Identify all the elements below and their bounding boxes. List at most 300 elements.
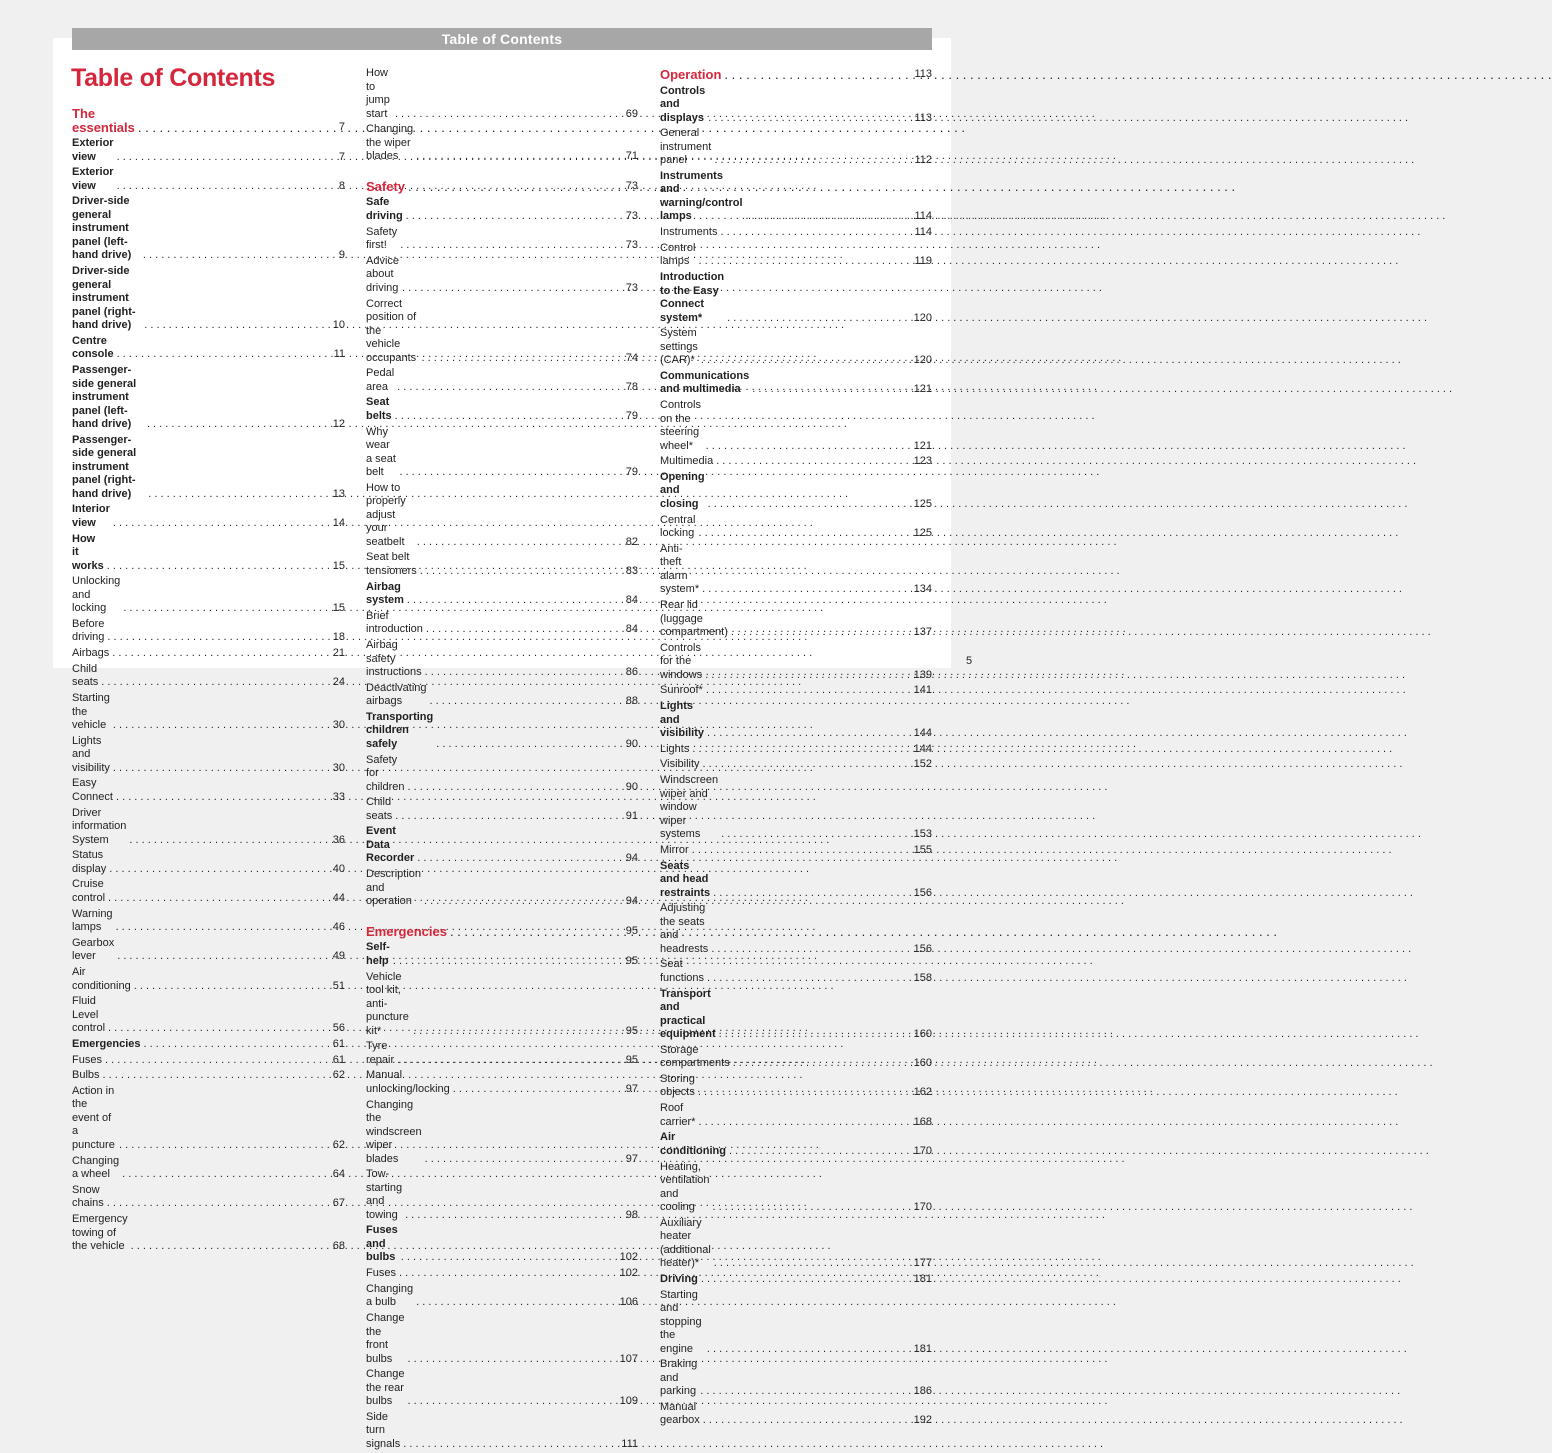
toc-entry-page: 139 (913, 668, 932, 681)
toc-entry-label: Seat belts (366, 396, 392, 422)
dot-leader (698, 527, 901, 541)
toc-entry-label: Auxiliary heater (additional heater)* (660, 1216, 711, 1270)
toc-entry[interactable] (72, 877, 345, 906)
toc-entry-label: Child seats (366, 796, 393, 822)
dot-leader (707, 972, 901, 986)
dot-leader (105, 1054, 314, 1068)
toc-entry-label: Adjusting the seats and headrests (660, 902, 709, 955)
toc-entry[interactable] (660, 84, 932, 127)
toc-entry-page: 98 (625, 1208, 638, 1221)
toc-entry[interactable] (366, 638, 638, 681)
toc-entry[interactable] (366, 580, 638, 609)
toc-entry[interactable] (366, 550, 638, 579)
toc-entry-label: Passenger-side general instrument panel (left-hand drive) (72, 364, 137, 431)
toc-entry[interactable] (366, 710, 638, 753)
toc-entry-page: 79 (625, 466, 638, 479)
toc-entry-label: Sunroof* (660, 684, 703, 697)
toc-entry[interactable] (660, 1400, 932, 1429)
toc-entry[interactable] (660, 225, 932, 241)
dot-leader (702, 583, 901, 597)
toc-entry[interactable] (72, 1212, 345, 1255)
dot-leader (692, 743, 901, 757)
toc-entry-label: Brief introduction (366, 609, 423, 636)
toc-entry[interactable] (72, 691, 345, 734)
toc-entry[interactable] (366, 195, 638, 224)
toc-entry[interactable] (660, 126, 932, 169)
toc-entry-label: How to jump start (366, 67, 390, 120)
toc-entry-label: Fuses and bulbs (366, 1224, 398, 1264)
toc-entry-page: 107 (619, 1352, 638, 1365)
dot-leader (395, 410, 607, 424)
toc-entry-page: 7 (338, 150, 345, 163)
dot-leader (113, 719, 314, 733)
toc-entry-label: Why wear a seat belt (366, 425, 396, 479)
toc-entry-page: 158 (913, 971, 932, 984)
dot-leader (714, 1257, 901, 1271)
toc-entry-label: Multimedia (660, 455, 714, 468)
dot-leader (706, 440, 901, 454)
dot-leader (107, 560, 314, 574)
dot-leader (698, 255, 901, 269)
toc-entry[interactable] (660, 542, 932, 598)
dot-leader (116, 921, 314, 935)
toc-entry-label: General instrument panel (660, 127, 712, 167)
toc-entry-label: How it works (72, 532, 104, 572)
toc-entry-label: Gearbox lever (72, 936, 115, 963)
page-number: 5 (966, 655, 973, 667)
toc-entry-page: 94 (625, 895, 638, 908)
dot-leader (119, 1139, 314, 1153)
toc-entry-page: 73 (625, 239, 638, 252)
toc-entry[interactable] (366, 681, 638, 710)
toc-entry[interactable] (72, 433, 345, 503)
toc-entry-label: Correct position of the vehicle occupants (366, 297, 417, 364)
toc-entry-label: Warning lamps (72, 907, 113, 934)
toc-entry-page: 102 (619, 1251, 638, 1264)
toc-entry-label: Side turn signals (366, 1410, 401, 1450)
dot-leader (417, 852, 607, 866)
toc-entry-page: 8 (338, 179, 345, 192)
dot-leader (400, 239, 607, 253)
toc-entry-page: 91 (625, 809, 638, 822)
toc-entry-page: 168 (913, 1115, 932, 1128)
toc-entry-page: 111 (621, 1437, 638, 1450)
toc-entry-page: 10 (332, 319, 345, 332)
toc-entry-page: 30 (332, 761, 345, 774)
toc-entry-label: Centre console (72, 334, 114, 361)
toc-entry-page: 88 (625, 695, 638, 708)
toc-entry-page: 97 (625, 1082, 638, 1095)
toc-entry[interactable] (660, 641, 932, 684)
toc-entry[interactable] (72, 502, 345, 531)
toc-entry[interactable] (72, 165, 345, 194)
toc-entry-page: 192 (913, 1414, 932, 1427)
toc-entry[interactable] (72, 907, 345, 936)
toc-entry[interactable] (660, 398, 932, 454)
toc-entry-page: 106 (619, 1296, 638, 1309)
toc-entry-label: Seat functions (660, 958, 705, 984)
toc-entry-page: 186 (913, 1385, 932, 1398)
toc-column-1 (72, 105, 345, 1255)
toc-section-heading[interactable] (72, 105, 345, 136)
toc-entry-label: Airbags (72, 647, 110, 660)
dot-leader (707, 727, 901, 741)
dot-leader (107, 631, 314, 645)
toc-entry[interactable] (72, 1053, 345, 1069)
toc-entry-label: Central locking (660, 513, 696, 540)
toc-entry-label: Driver information System (72, 806, 127, 846)
toc-entry-label: Seat belt tensioners (366, 551, 417, 577)
toc-entry[interactable] (660, 454, 932, 470)
dot-leader (393, 955, 607, 969)
toc-column-3 (660, 66, 932, 1429)
toc-entry-label: Introduction to the Easy Connect system* (660, 271, 725, 324)
toc-entry[interactable] (660, 598, 932, 641)
dot-leader (724, 68, 901, 82)
toc-entry-page: 67 (332, 1197, 345, 1210)
toc-section-heading[interactable] (366, 178, 638, 196)
toc-entry-label: Lights (660, 742, 690, 755)
toc-entry[interactable] (72, 734, 345, 777)
toc-entry-page: 153 (913, 828, 932, 841)
toc-entry[interactable] (72, 994, 345, 1037)
toc-entry[interactable] (660, 699, 932, 742)
toc-entry-page: 61 (332, 1053, 345, 1066)
dot-leader (109, 863, 314, 877)
toc-entry-page: 137 (913, 626, 932, 639)
toc-entry[interactable] (72, 532, 345, 575)
dot-leader (147, 418, 314, 432)
toc-entry[interactable] (660, 1357, 932, 1400)
toc-entry-label: Event Data Recorder (366, 825, 415, 865)
toc-entry-label: Storing objects (660, 1072, 695, 1099)
toc-entry-page: 123 (913, 455, 932, 468)
toc-entry-page: 95 (625, 924, 638, 937)
dot-leader (401, 1251, 607, 1265)
toc-entry-label: Lights and visibility (660, 700, 705, 740)
dot-leader (450, 925, 607, 939)
toc-entry[interactable] (72, 806, 345, 849)
toc-entry[interactable] (366, 1098, 638, 1168)
dot-leader (729, 1145, 901, 1159)
dot-leader (408, 781, 607, 795)
toc-entry-page: 120 (913, 354, 932, 367)
toc-entry-label: Safety first! (366, 225, 398, 252)
toc-entry[interactable] (660, 169, 932, 225)
toc-entry[interactable] (366, 1223, 638, 1266)
toc-entry-page: 160 (913, 1057, 932, 1070)
toc-entry-label: Driver-side general instrument panel (left-hand drive) (72, 195, 132, 262)
toc-entry-label: Passenger-side general instrument panel (right-hand drive) (72, 433, 137, 500)
toc-entry-page: 11 (333, 348, 345, 361)
toc-entry[interactable] (72, 136, 345, 165)
dot-leader (134, 980, 314, 994)
toc-entry[interactable] (660, 1130, 932, 1159)
toc-entry[interactable] (366, 969, 638, 1039)
dot-leader (436, 738, 607, 752)
toc-entry[interactable] (72, 776, 345, 805)
toc-entry-label: Fluid Level control (72, 995, 106, 1035)
dot-leader (413, 1025, 607, 1039)
toc-entry-page: 40 (332, 862, 345, 875)
toc-entry-label: Safe driving (366, 196, 403, 222)
dot-leader (395, 108, 607, 122)
dot-leader (117, 180, 314, 194)
toc-entry[interactable] (72, 1037, 345, 1053)
toc-entry-page: 82 (625, 535, 638, 548)
toc-entry-label: Visibility (660, 758, 700, 771)
toc-entry-label: Storage compartments (660, 1043, 730, 1070)
dot-leader (395, 810, 607, 824)
toc-entry-page: 15 (332, 602, 345, 615)
toc-entry[interactable] (366, 225, 638, 254)
toc-entry-page: 170 (913, 1144, 932, 1157)
toc-entry-page: 102 (619, 1267, 638, 1280)
toc-entry[interactable] (660, 1101, 932, 1130)
toc-entry-label: Air conditioning (660, 1131, 726, 1157)
toc-entry[interactable] (660, 1288, 932, 1358)
toc-entry-page: 69 (625, 107, 638, 120)
dot-leader (405, 1209, 607, 1223)
dot-leader (129, 834, 314, 848)
toc-entry[interactable] (660, 1216, 932, 1272)
toc-entry-page: 73 (625, 179, 638, 192)
toc-entry[interactable] (660, 513, 932, 542)
toc-entry[interactable] (660, 742, 932, 758)
toc-entry[interactable] (366, 1410, 638, 1453)
toc-entry[interactable] (366, 1039, 638, 1068)
toc-entry[interactable] (366, 1167, 638, 1223)
toc-entry-page: 95 (625, 1024, 638, 1037)
toc-section-heading[interactable] (660, 66, 932, 84)
dot-leader (426, 623, 607, 637)
dot-leader (731, 626, 901, 640)
toc-entry[interactable] (660, 1072, 932, 1101)
toc-entry-label: Fuses (366, 1267, 396, 1280)
toc-entry[interactable] (660, 987, 932, 1043)
toc-entry[interactable] (660, 470, 932, 513)
toc-entry-label: Windscreen wiper and window wiper systems (660, 774, 719, 841)
toc-entry-label: Instruments (660, 226, 718, 239)
dot-leader (117, 151, 314, 165)
dot-leader (397, 381, 607, 395)
toc-entry-page: 90 (625, 780, 638, 793)
toc-entry-page: 120 (913, 311, 932, 324)
page-title: Table of Contents (71, 64, 276, 92)
dot-leader (408, 1353, 607, 1367)
toc-entry[interactable] (366, 1282, 638, 1311)
toc-entry[interactable] (72, 264, 345, 334)
toc-entry[interactable] (72, 662, 345, 691)
toc-entry[interactable] (366, 122, 638, 165)
toc-entry[interactable] (660, 326, 932, 369)
toc-entry-label: Tow-starting and towing (366, 1168, 403, 1221)
toc-entry-label: Control lamps (660, 241, 696, 268)
toc-entry-label: Self-help (366, 941, 390, 967)
toc-entry-label: Fuses (72, 1053, 102, 1066)
toc-entry[interactable] (366, 425, 638, 481)
toc-entry[interactable] (72, 1154, 345, 1183)
dot-leader (103, 1069, 314, 1083)
toc-entry-label: Pedal area (366, 367, 395, 393)
toc-entry[interactable] (660, 757, 932, 773)
dot-leader (746, 210, 902, 224)
toc-entry-label: Vehicle tool kit, anti-puncture kit* (366, 970, 409, 1037)
toc-entry-label: Description and operation (366, 868, 422, 908)
toc-entry[interactable] (660, 901, 932, 957)
toc-entry[interactable] (366, 824, 638, 867)
toc-entry[interactable] (72, 646, 345, 662)
dot-leader (425, 666, 607, 680)
dot-leader (705, 669, 901, 683)
dot-leader (402, 282, 607, 296)
toc-entry-label: Starting and stopping the engine (660, 1288, 702, 1355)
toc-entry[interactable] (366, 1266, 638, 1282)
toc-entry-page: 84 (625, 623, 638, 636)
toc-entry-page: 62 (332, 1138, 345, 1151)
toc-entry[interactable] (72, 965, 345, 994)
toc-entry[interactable] (366, 753, 638, 796)
toc-entry[interactable] (660, 369, 932, 398)
dot-leader (108, 892, 314, 906)
dot-leader (422, 352, 608, 366)
toc-entry[interactable] (660, 957, 932, 986)
toc-entry[interactable] (660, 1043, 932, 1072)
toc-entry[interactable] (660, 270, 932, 326)
toc-entry[interactable] (660, 858, 932, 901)
toc-entry-page: 134 (913, 583, 932, 596)
toc-entry-page: 95 (625, 1053, 638, 1066)
dot-leader (713, 1201, 901, 1215)
toc-entry-page: 44 (332, 891, 345, 904)
toc-entry-page: 13 (332, 487, 345, 500)
dot-leader (116, 791, 314, 805)
dot-leader (122, 1168, 314, 1182)
toc-entry-page: 56 (332, 1022, 345, 1035)
toc-entry-label: Mirror (660, 843, 689, 856)
toc-entry-page: 15 (332, 559, 345, 572)
dot-leader (727, 312, 901, 326)
toc-entry[interactable] (660, 241, 932, 270)
toc-entry[interactable] (72, 617, 345, 646)
toc-entry[interactable] (366, 254, 638, 297)
toc-entry[interactable] (72, 334, 345, 363)
dot-leader (711, 943, 901, 957)
toc-entry[interactable] (72, 1084, 345, 1154)
toc-entry-page: 112 (914, 154, 932, 167)
toc-entry-page: 114 (914, 210, 932, 223)
toc-entry-page: 36 (332, 833, 345, 846)
toc-entry[interactable] (366, 867, 638, 910)
toc-entry[interactable] (72, 1183, 345, 1212)
toc-entry-page: 141 (913, 684, 932, 697)
dot-leader (123, 602, 314, 616)
dot-leader (713, 887, 901, 901)
toc-entry-page: 170 (913, 1201, 932, 1214)
toc-entry-page: 95 (625, 954, 638, 967)
toc-entry-page: 113 (914, 68, 932, 80)
dot-leader (701, 354, 901, 368)
toc-entry-label: Controls on the steering wheel* (660, 399, 701, 452)
toc-entry-page: 18 (332, 631, 345, 644)
toc-entry[interactable] (366, 296, 638, 366)
toc-entry-label: Manual gearbox (660, 1400, 700, 1427)
toc-entry-label: Transporting children safely (366, 710, 434, 750)
toc-entry-page: 181 (913, 1272, 932, 1285)
toc-entry-page: 156 (913, 942, 932, 955)
toc-entry[interactable] (72, 848, 345, 877)
toc-entry-label: Controls and displays (660, 84, 706, 124)
toc-entry[interactable] (366, 940, 638, 969)
dot-leader (407, 594, 607, 608)
dot-leader (117, 950, 314, 964)
toc-entry-page: 21 (332, 647, 345, 660)
toc-entry-label: Status display (72, 849, 107, 875)
toc-entry-page: 90 (625, 737, 638, 750)
toc-entry[interactable] (366, 795, 638, 824)
toc-entry[interactable] (366, 395, 638, 424)
toc-entry-label: Driving (660, 1272, 698, 1285)
toc-entry-page: 86 (625, 666, 638, 679)
toc-entry[interactable] (72, 1068, 345, 1084)
dot-leader (424, 895, 607, 909)
toc-entry-page: 46 (332, 921, 345, 934)
toc-section-heading[interactable] (366, 923, 638, 941)
toc-entry-label: Changing a bulb (366, 1282, 414, 1309)
toc-entry[interactable] (366, 1068, 638, 1097)
toc-entry-label: Instruments and warning/control lamps (660, 169, 743, 223)
toc-entry[interactable] (72, 574, 345, 617)
toc-entry[interactable] (660, 1159, 932, 1215)
toc-entry[interactable] (366, 366, 638, 395)
toc-entry-label: Lights and visibility (72, 734, 110, 774)
toc-entry-label: Anti-theft alarm system* (660, 542, 700, 596)
toc-entry-label: Changing the windscreen wiper blades (366, 1098, 422, 1165)
dot-leader (716, 455, 901, 469)
dot-leader (148, 488, 314, 502)
toc-entry[interactable] (366, 66, 638, 122)
dot-leader (453, 1083, 607, 1097)
toc-entry-page: 51 (332, 979, 345, 992)
toc-entry[interactable] (660, 773, 932, 843)
toc-entry-page: 61 (332, 1037, 345, 1050)
toc-entry[interactable] (72, 194, 345, 264)
toc-entry-label: Driver-side general instrument panel (right-hand drive) (72, 265, 136, 332)
toc-entry-label: The essentials (72, 106, 135, 135)
toc-entry-page: 177 (913, 1257, 932, 1270)
toc-entry-page: 125 (913, 527, 932, 540)
toc-entry-label: Interior view (72, 503, 110, 529)
toc-entry-page: 12 (332, 418, 345, 431)
toc-entry[interactable] (660, 843, 932, 859)
toc-entry[interactable] (660, 683, 932, 699)
toc-entry[interactable] (660, 1272, 932, 1288)
toc-entry-page: 160 (913, 1028, 932, 1041)
toc-entry[interactable] (366, 609, 638, 638)
toc-entry[interactable] (366, 1367, 638, 1410)
toc-entry-label: Exterior view (72, 166, 114, 192)
dot-leader (733, 1057, 901, 1071)
toc-entry[interactable] (366, 1311, 638, 1367)
toc-entry-page: 7 (338, 120, 345, 133)
toc-entry-page: 84 (625, 594, 638, 607)
toc-entry-label: Communications and multimedia (660, 369, 750, 396)
toc-entry-label: Emergencies (366, 923, 447, 939)
toc-entry[interactable] (366, 481, 638, 551)
toc-entry-page: 114 (914, 226, 932, 239)
toc-entry[interactable] (72, 936, 345, 965)
toc-entry[interactable] (72, 363, 345, 433)
